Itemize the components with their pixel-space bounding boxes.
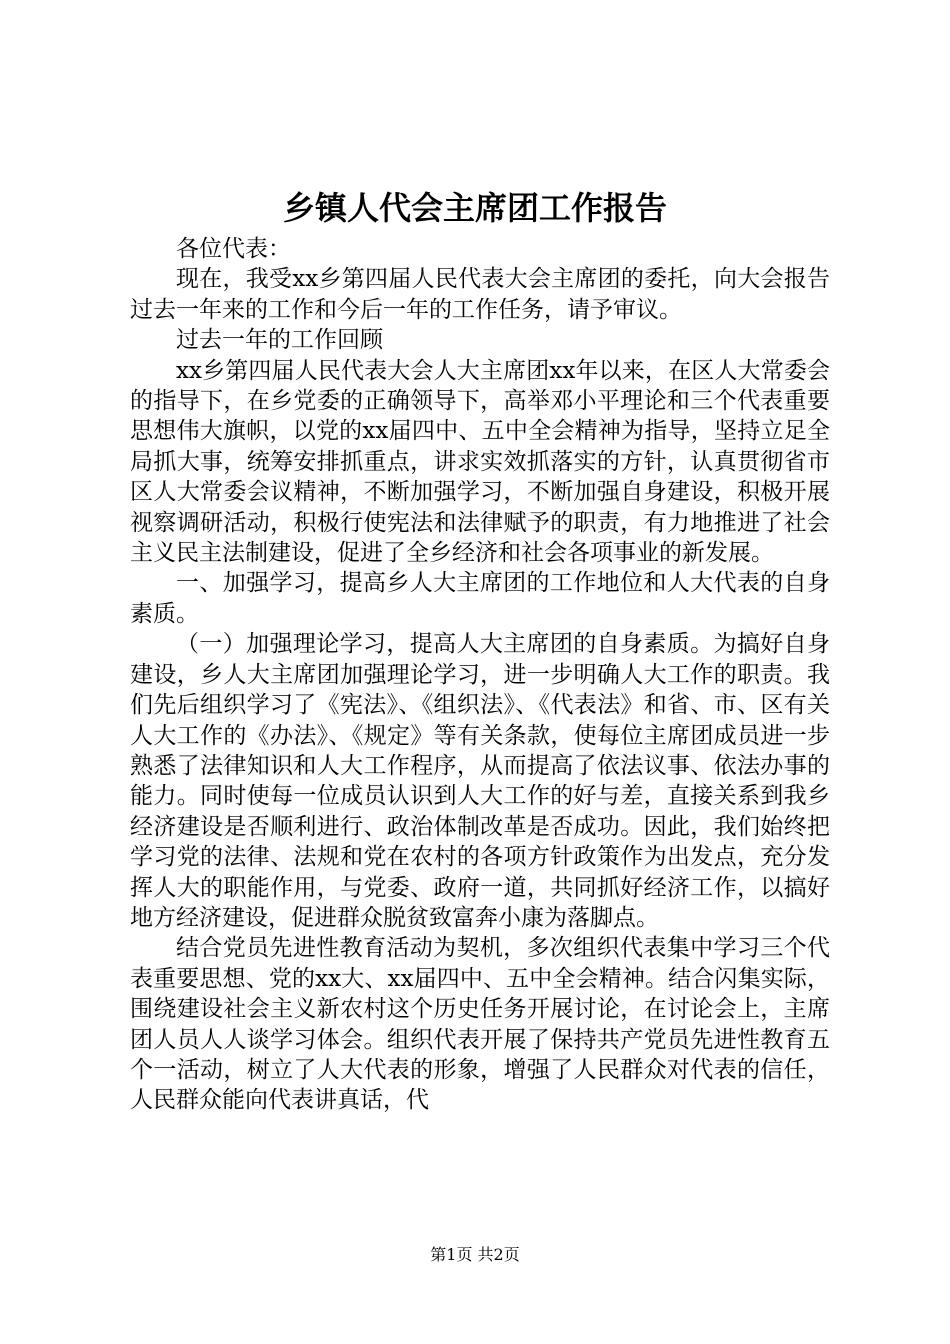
page-footer: 第1页 共2页: [430, 1245, 520, 1264]
document-title: 乡镇人代会主席团工作报告: [282, 189, 667, 227]
paragraph-section-heading: 过去一年的工作回顾: [176, 327, 383, 354]
paragraph-study-activities: 结合党员先进性教育活动为契机，多次组织代表集中学习三个代表重要思想、党的xx大、xx届四中、五中全会精神。结合闪集实际，围绕建设社会主义新农村这个历史任务开展讨论，在讨论会上，主席团人员人人谈学习体会。组织代表开展了保持共产党员先进性教育五个一活动，树立了人大代表的形象，增强了人民群众对代表的信任，人民群众能向代表讲真话，代: [130, 935, 830, 1114]
paragraph-salutation: 各位代表：: [176, 236, 291, 262]
paragraph-intro: 现在，我受xx乡第四届人民代表大会主席团的委托，向大会报告过去一年来的工作和今后一年的工作任务，请予审议。: [130, 266, 830, 323]
document-body: [130, 234, 830, 1116]
paragraph-review: xx乡第四届人民代表大会人大主席团xx年以来，在区人大常委会的指导下，在乡党委的正确领导下，高举邓小平理论和三个代表重要思想伟大旗帜，以党的xx届四中、五中全会精神为指导，坚持立足全局抓大事，统筹安排抓重点，讲求实效抓落实的方针，认真贯彻省市区人大常委会议精神，不断加强学习，不断加强自身建设，积极开展视察调研活动，积极行使宪法和法律赋予的职责，有力地推进了社会主义民主法制建设，促进了全乡经济和社会各项事业的新发展。: [130, 357, 830, 567]
paragraph-heading-1: 一、加强学习，提高乡人大主席团的工作地位和人大代表的自身素质。: [130, 570, 830, 627]
paragraph-subsection-1: （一）加强理论学习，提高人大主席团的自身素质。为搞好自身建设，乡人大主席团加强理论学习，进一步明确人大工作的职责。我们先后组织学习了《宪法》、《组织法》、《代表法》和省、市、区有关人大工作的《办法》、《规定》等有关条款，使每位主席团成员进一步熟悉了法律知识和人大工作程序，从而提高了依法议事、依法办事的能力。同时使每一位成员认识到人大工作的好与差，直接关系到我乡经济建设是否顺利进行、政治体制改革是否成功。因此，我们始终把学习党的法律、法规和党在农村的各项方针政策作为出发点，充分发挥人大的职能作用，与党委、政府一道，共同抓好经济工作，以搞好地方经济建设，促进群众脱贫致富奔小康为落脚点。: [130, 631, 830, 931]
